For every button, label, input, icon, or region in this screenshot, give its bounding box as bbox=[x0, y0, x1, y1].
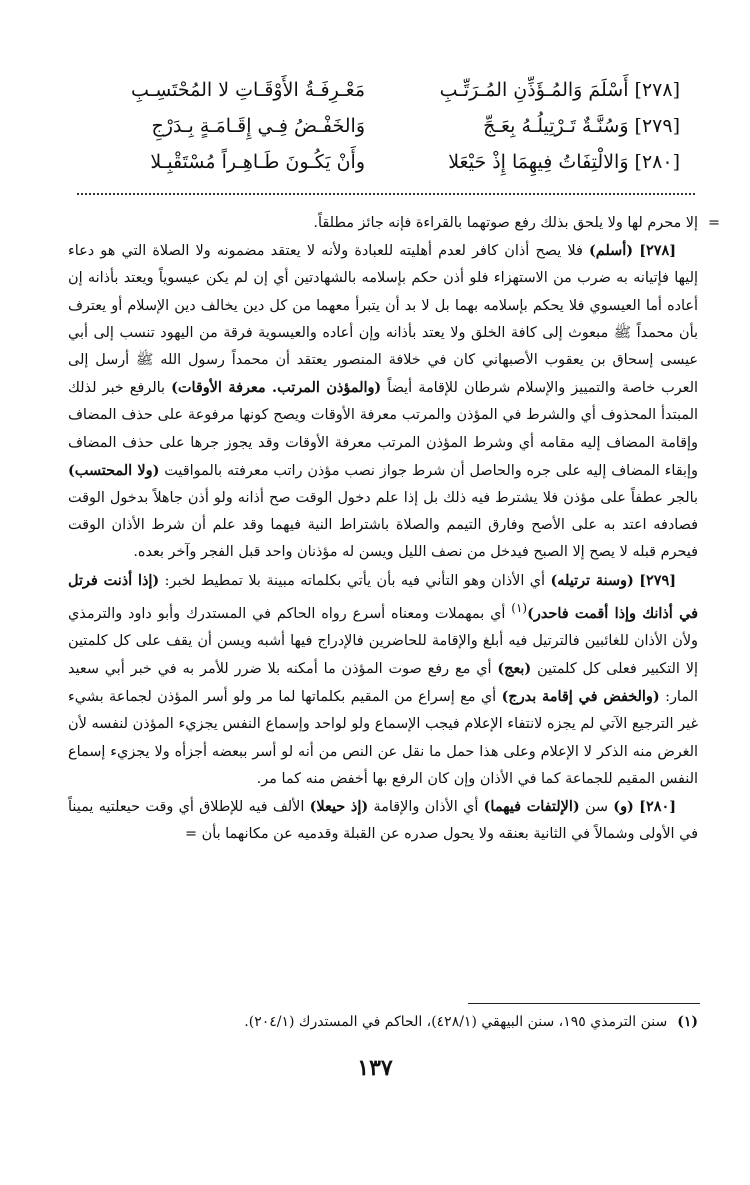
poem-verse bbox=[90, 72, 680, 108]
paragraph-text: الألف فيه للإطلاق أي وقت حيعلتيه يميناً في الأولى وشمالاً في الثانية بعنقه ولا يحول صدره عن القبلة وقدميه عن مكانهما بأن bbox=[68, 799, 698, 843]
keyword: (والخفض في إقامة بدرج) bbox=[501, 688, 660, 706]
footnote-reference: (١) bbox=[511, 600, 528, 615]
footnote-text: سنن الترمذي ١٩٥، سنن البيهقي (٤٢٨/١)، الحاكم في المستدرك (٢٠٤/١). bbox=[244, 1014, 668, 1030]
verse-number: [٢٨٠] bbox=[639, 798, 676, 816]
footnote-rule bbox=[468, 1003, 700, 1004]
paragraph-text: أي الأذان وهو التأني فيه بأن يأتي بكلماته مبينة بلا تمطيط لخبر: bbox=[159, 572, 551, 589]
keyword: (والمؤذن المرتب. معرفة الأوقات) bbox=[171, 379, 382, 397]
verse-second-half: مَعْـرِفَـةُ الأَوْقَـاتِ لا المُحْتَسِـبِ bbox=[130, 79, 365, 101]
paragraph-text: فلا يصح أذان كافر لعدم أهليته للعبادة ولأنه لا يعتقد مضمونه ولا الصلاة التي هو دعاء إليها فإتيانه به ضرب من الاستهزاء فلو أذن حكم بإسلامه بالشهادتين أي إن لم يكن عيسوياً ويعتد بأذانه إن أعاده أما العيسوي فلا يحكم بإسلامه بهما بل لا بد أن يتبرأ معهما من كل دين يخالف دين الإسلام أو يعترف بأن محمداً ﷺ مبعوث إلى كافة الخلق ولا يعتد بأذانه وإن أعاده والعيسوية فرقة من اليهود تنسب إلى أبي عيسى إسحاق بن يعقوب الأصبهاني كان في خلافة المنصور يعتقد أن محمداً رسول الله ﷺ أرسل إلى العرب خاصة والتمييز والإسلام شرطان للإقامة أيضاً bbox=[68, 243, 698, 397]
paragraph-text: بالرفع خبر لذلك المبتدأ المحذوف أي والشرط في المؤذن والمرتب معرفة الأوقات ويصح كونها مرفوعة على حذف المضاف وإقامة المضاف إليه مقامه أي وشرط المؤذن المرتب معرفة الأوقات وقد يجوز جرها على حذف المضاف وإبقاء المضاف إليه على جره والحاصل أن شرط جواز نصب مؤذن راتب معرفته بالمواقيت bbox=[68, 380, 698, 479]
verse-second-half: وَالخَفْـضُ فِـي إِقَـامَـةٍ بِـدَرْجِ bbox=[151, 115, 365, 137]
continuation-mark: = bbox=[185, 826, 198, 843]
footnote bbox=[244, 1014, 698, 1030]
poem-divider bbox=[77, 193, 695, 195]
paragraph-278 bbox=[68, 237, 698, 566]
paragraph-text: أي الأذان والإقامة bbox=[368, 799, 484, 816]
poem-verse bbox=[90, 144, 680, 180]
paragraph-text: أي مع إسراع من المقيم بكلماتها لما مر ولو أسر المؤذن لجماعة بشيء غير الترجيع الآتي لم يجزه لانتفاء الإعلام فيجب الإسماع ولو لواحد وإسماع النفس يجزيء المؤذن لنفسه لأن الغرض منه الذكر لا الإعلام وعلى هذا حمل ما نقل عن النص من أنه لو أسر ببعضه أجزأه ولا يجزيء إسماع النفس المقيم للجماعة كما في الأذان وإن كان الرفع بها أخفض منه كما مر. bbox=[68, 689, 698, 787]
verse-second-half: وأَنْ يَكُـونَ طَـاهِـراً مُسْتَقْبِـلا bbox=[150, 151, 365, 173]
keyword: (ولا المحتسب) bbox=[68, 461, 160, 479]
keyword: (و) bbox=[613, 798, 634, 816]
verse-number: [٢٧٩] bbox=[639, 571, 677, 589]
continuation-mark: = bbox=[707, 215, 720, 231]
verse-first-half: [٢٧٩] وَسُنَّـةٌ تَـرْتِيلُـهُ بِعَـجِّ bbox=[483, 115, 680, 137]
verse-first-half: [٢٧٨] أَسْلَمَ وَالمُـؤَذِّنِ المُـرَتِّـبِ bbox=[439, 79, 680, 101]
lead-in-text: إلا محرم لها ولا يلحق بذلك رفع صوتهما بالقراءة فإنه جائز مطلقاً. bbox=[313, 215, 698, 231]
poem-block bbox=[90, 72, 680, 180]
keyword: (بعج) bbox=[497, 660, 532, 678]
paragraph-text: أي بمهملات ومعناه أسرع رواه الحاكم في المستدرك وأبو داود والترمذي ولأن الأذان للغائبين فالترتيل فيه أبلغ والإقامة للحاضرين فالإدراج فيها أشبه ويسن أن يقف على كل كلمتين إلا التكبير فعلى كل كلمتين bbox=[68, 605, 699, 678]
paragraph-280 bbox=[68, 793, 698, 848]
page-number: ١٣٧ bbox=[357, 1055, 393, 1081]
poem-verse bbox=[90, 108, 680, 144]
footnote-number: (١) bbox=[677, 1014, 698, 1030]
paragraph-text: أي مع رفع صوت المؤذن ما أمكنه بلا ضرر للأمر به في خبر أبي سعيد المار: bbox=[68, 661, 698, 706]
verse-first-half: [٢٨٠] وَالالْتِفَاتُ فِيهِمَا إِذْ حَيْعَلا bbox=[448, 151, 680, 173]
commentary-body bbox=[68, 210, 720, 848]
keyword: (وسنة ترتيله) bbox=[550, 571, 634, 589]
keyword: (أسلم) bbox=[589, 242, 634, 260]
paragraph-279 bbox=[68, 567, 698, 793]
paragraph-text: بالجر عطفاً على مؤذن فلا يشترط فيه ذلك بل إذا علم دخول الوقت صح أذانه ولو أذن جاهلاً بدخول الوقت فصادفه اعتد به على الأصح وفارق التيمم والصلاة باشتراط النية فيهما وقد علم أن شرط الأذان الوقت فيحرم قبله لا يصح إلا الصبح فيدخل من نصف الليل ويسن له مؤذنان واحد قبل الفجر وآخر بعده. bbox=[68, 490, 698, 561]
paragraph-text: سن bbox=[579, 799, 614, 816]
verse-number: [٢٧٨] bbox=[639, 242, 677, 260]
keyword: (إذ حيعلا) bbox=[309, 798, 369, 816]
keyword: (الإلتفات فيهما) bbox=[483, 798, 580, 816]
keyword: (إذا أذنت فرتل في أذانك وإذا أقمت فاحدر) bbox=[68, 571, 698, 622]
lead-in-paragraph bbox=[68, 210, 720, 237]
